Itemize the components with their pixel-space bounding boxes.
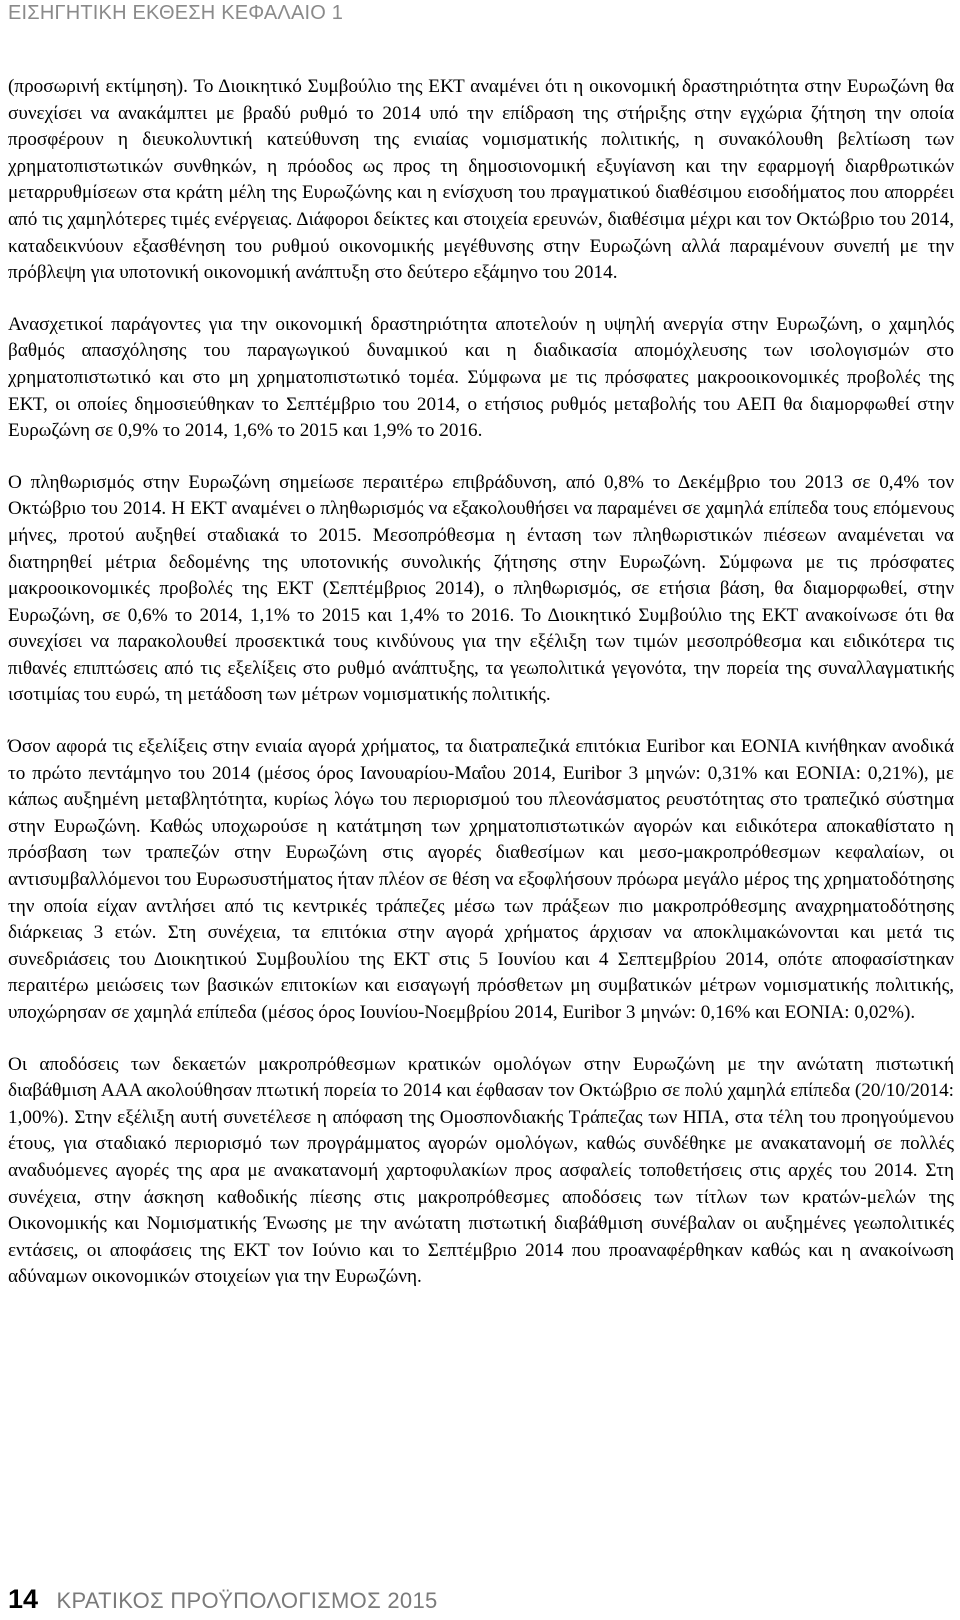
paragraph-bond-yields: Οι αποδόσεις των δεκαετών μακροπρόθεσμων κρατικών ομολόγων στην Ευρωζώνη με την ανώτατη πιστωτική διαβάθμιση ΑΑΑ ακολούθησαν πτωτική πορεία το 2014 και έφθασαν τον Οκτώβριο σε πολύ χαμηλά επίπεδα (20/10/2014: 1,00%). Στην εξέλιξη αυτή συνετέλεσε η απόφαση της Ομοσπονδιακής Τράπεζας των ΗΠΑ, στα τέλη του προηγούμενου έτους, για σταδιακό περιορισμό των προγράμματος αγορών ομολόγων, καθώς συνδέθηκε με ανακατανομή σε πολλές αναδυόμενες αγορές της αρα με ανακατανομή χαρτοφυλακίων προς ασφαλείς τοποθετήσεις στις αρχές του 2014. Στη συνέχεια, στην άσκηση καθοδικής πίεσης στις μακροπρόθεσμες αποδόσεις των τίτλων των κρατών-μελών της Οικονομικής και Νομισματικής Ένωσης με την ανώτατη πιστωτική διαβάθμιση συνέβαλαν οι αυξημένες γεωπολιτικές εντάσεις, οι αποφάσεις της ΕΚΤ τον Ιούνιο και το Σεπτέμβριο 2014 που προαναφέρθηκαν καθώς και η ανακοίνωση αδύναμων οικονομικών στοιχείων για την Ευρωζώνη. <box>8 1053 954 1288</box>
running-header: ΕΙΣΗΓΗΤΙΚΗ ΕΚΘΕΣΗ ΚΕΦΑΛΑΙΟ 1 <box>8 2 344 24</box>
page-number: 14 <box>8 1584 39 1614</box>
paragraph-economic-activity: (προσωρινή εκτίμηση). Το Διοικητικό Συμβούλιο της ΕΚΤ αναμένει ότι η οικονομική δραστηριότητα στην Ευρωζώνη θα συνεχίσει να ανακάμπτει με βραδύ ρυθμό το 2014 υπό την επίδραση της στήριξης στην εγχώρια ζήτηση την οποία προσφέρουν η διευκολυντική κατεύθυνση της ενιαίας νομισματικής πολιτικής, η συνακόλουθη βελτίωση των χρηματοπιστωτικών συνθηκών, η πρόοδος ως προς τη δημοσιονομική εξυγίανση και την εφαρμογή διαρθρωτικών μεταρρυθμίσεων στα κράτη μέλη της Ευρωζώνης και η ενίσχυση του πραγματικού διαθέσιμου εισοδήματος που απορρέει από τις χαμηλότερες τιμές ενέργειας. Διάφοροι δείκτες και στοιχεία ερευνών, διαθέσιμα μέχρι και τον Οκτώβριο του 2014, καταδεικνύουν εξασθένηση του ρυθμού οικονομικής μεγέθυνσης στην Ευρωζώνη αλλά παραμένουν συνεπή με την πρόβλεψη για υποτονική οικονομική ανάπτυξη στο δεύτερο εξάμηνο του 2014. <box>8 76 954 284</box>
paragraph-money-market: Όσον αφορά τις εξελίξεις στην ενιαία αγορά χρήματος, τα διατραπεζικά επιτόκια Euribor και EONIA κινήθηκαν ανοδικά το πρώτο πεντάμηνο του 2014 (μέσος όρος Ιανουαρίου-Μαΐου 2014, Euribor 3 μηνών: 0,31% και EONIA: 0,21%), με κάπως αυξημένη μεταβλητότητα, κυρίως λόγω του περιορισμού του πλεονάσματος ρευστότητας στο τραπεζικό σύστημα στην Ευρωζώνη. Καθώς υποχωρούσε η κατάτμηση των χρηματοπιστωτικών αγορών και ειδικότερα αποκαθίστατο η πρόσβαση των τραπεζών στην Ευρωζώνη στις αγορές διαθεσίμων και μεσο-μακροπρόθεσμων κεφαλαίων, οι αντισυμβαλλόμενοι του Ευρωσυστήματος ήταν πλέον σε θέση να εξοφλήσουν πρόωρα μεγάλο μέρος της χρηματοδότησης την οποία είχαν αντλήσει από τις κεντρικές τράπεζες μέσω των πράξεων πιο μακροπρόθεσμης αναχρηματοδότησης διάρκειας 3 ετών. Στη συνέχεια, τα επιτόκια στην αγορά χρήματος άρχισαν να αποκλιμακώνονται και μετά τις συνεδριάσεις του Διοικητικού Συμβουλίου της ΕΚΤ στις 5 Ιουνίου και 4 Σεπτεμβρίου 2014, οπότε αποφασίστηκαν περαιτέρω μειώσεις των βασικών επιτοκίων και εισαγωγή πρόσθετων μη συμβατικών μέτρων νομισματικής πολιτικής, υποχώρησαν σε χαμηλά επίπεδα (μέσος όρος Ιουνίου-Νοεμβρίου 2014, Euribor 3 μηνών: 0,16% και EONIA: 0,02%). <box>8 736 954 1023</box>
footer-title: ΚΡΑΤΙΚΟΣ ΠΡΟΫΠΟΛΟΓΙΣΜΟΣ 2015 <box>56 1588 438 1613</box>
paragraph-growth-factors: Ανασχετικοί παράγοντες για την οικονομική δραστηριότητα αποτελούν η υψηλή ανεργία στην Ευρωζώνη, ο χαμηλός βαθμός απασχόλησης του παραγωγικού δυναμικού και η διαδικασία απομόχλευσης των ισολογισμών στο χρηματοπιστωτικό και στο μη χρηματοπιστωτικό τομέα. Σύμφωνα με τις πρόσφατες μακροοικονομικές προβολές της ΕΚΤ, οι οποίες δημοσιεύθηκαν το Σεπτέμβριο του 2014, ο ετήσιος ρυθμός μεταβολής του ΑΕΠ θα διαμορφωθεί στην Ευρωζώνη σε 0,9% το 2014, 1,6% το 2015 και 1,9% το 2016. <box>8 313 954 442</box>
body-text <box>8 74 954 1316</box>
page-footer <box>8 1584 438 1615</box>
paragraph-inflation: Ο πληθωρισμός στην Ευρωζώνη σημείωσε περαιτέρω επιβράδυνση, από 0,8% το Δεκέμβριο του 2013 σε 0,4% τον Οκτώβριο του 2014. Η ΕΚΤ αναμένει ο πληθωρισμός να εξακολουθήσει να παραμένει σε χαμηλά επίπεδα τους επόμενους μήνες, προτού αυξηθεί σταδιακά το 2015. Μεσοπρόθεσμα η ένταση των πληθωριστικών πιέσεων αναμένεται να διατηρηθεί μέτρια δεδομένης της υποτονικής συνολικής ζήτησης στην Ευρωζώνη. Σύμφωνα με τις πρόσφατες μακροοικονομικές προβολές της ΕΚΤ (Σεπτέμβριος 2014), ο πληθωρισμός, σε ετήσια βάση, θα διαμορφωθεί, στην Ευρωζώνη, σε 0,6% το 2014, 1,1% το 2015 και 1,4% το 2016. Το Διοικητικό Συμβούλιο της ΕΚΤ ανακοίνωσε ότι θα συνεχίσει να παρακολουθεί προσεκτικά τους κινδύνους για την εξέλιξη των τιμών μεσοπρόθεσμα και ειδικότερα τις πιθανές επιπτώσεις από τις εξελίξεις στο ρυθμό ανάπτυξης, τα γεωπολιτικά γεγονότα, την πορεία της συναλλαγματικής ισοτιμίας του ευρώ, τη μετάδοση των μέτρων νομισματικής πολιτικής. <box>8 471 954 706</box>
